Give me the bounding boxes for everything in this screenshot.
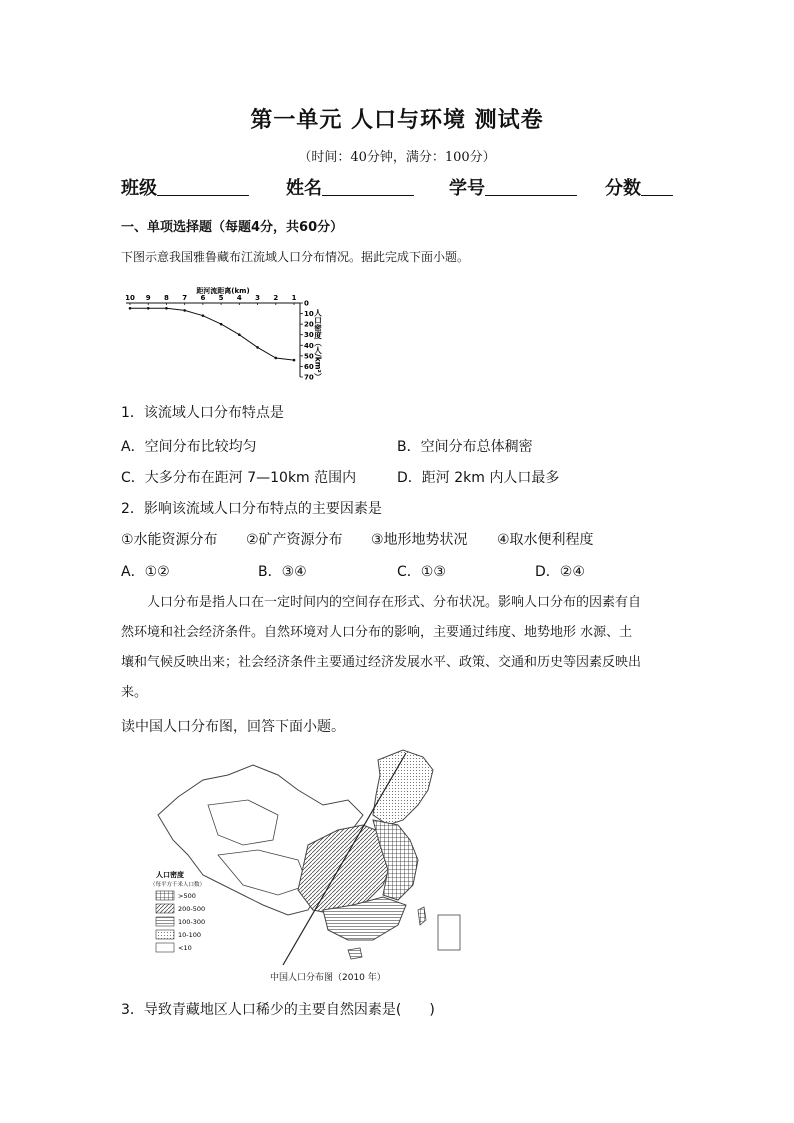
passage-line-1: 人口分布是指人口在一定时间内的空间存在形式、分布状况。影响人口分布的因素有自 — [147, 595, 642, 610]
student-id-field[interactable] — [449, 174, 577, 200]
score-field[interactable] — [605, 174, 673, 200]
legend-label-1: >500 — [178, 892, 196, 900]
x-tick-label: 9 — [145, 294, 151, 302]
x-axis-title: 距河流距离(km) — [196, 287, 250, 295]
reading-passage — [121, 588, 677, 708]
section-heading: 一、单项选择题（每题4分，共60分） — [121, 220, 344, 235]
student-info-row — [121, 174, 681, 204]
map-region-taiwan — [418, 907, 426, 925]
map-caption: 中国人口分布图（2010 年） — [270, 973, 386, 983]
data-point — [165, 307, 168, 310]
exam-subtitle: （时间：40分钟，满分：100分） — [298, 150, 496, 165]
x-tick-label: 2 — [273, 294, 279, 302]
y-tick-label: 70 — [304, 373, 314, 382]
x-tick-label: 8 — [164, 294, 169, 302]
x-tick-label: 4 — [236, 294, 242, 302]
q2-factor-1: ①水能资源分布 — [121, 532, 218, 548]
density-line — [130, 308, 294, 360]
name-label: 姓名 — [286, 178, 322, 199]
legend-label-4: 10-100 — [178, 931, 202, 939]
x-tick-label: 10 — [125, 294, 135, 302]
score-label: 分数 — [605, 178, 641, 199]
q1-option-d[interactable]: D．距河 2km 内人口最多 — [397, 470, 560, 486]
data-point — [147, 307, 150, 310]
legend-label-3: 100-300 — [178, 918, 206, 926]
legend-swatch-2 — [156, 904, 174, 913]
population-density-chart — [118, 283, 328, 385]
y-tick-label: 50 — [304, 352, 314, 361]
legend-swatch-3 — [156, 917, 174, 926]
data-point — [129, 307, 132, 310]
name-blank[interactable] — [322, 175, 414, 196]
q2-factor-3: ③地形地势状况 — [371, 532, 468, 548]
student-id-label: 学号 — [449, 178, 485, 199]
passage-line-2: 然环境和社会经济条件。自然环境对人口分布的影响，主要通过纬度、地势地形 水源、土 — [121, 625, 633, 640]
legend-swatch-5 — [156, 943, 174, 952]
data-point — [183, 309, 186, 312]
q1-stem: 1．该流域人口分布特点是 — [121, 405, 284, 421]
q1-option-a[interactable]: A．空间分布比较均匀 — [121, 439, 257, 455]
q2-factor-4: ④取水便利程度 — [497, 532, 594, 548]
data-point — [274, 357, 277, 360]
y-tick-label: 20 — [304, 320, 314, 329]
legend-title: 人口密度 — [156, 871, 184, 879]
class-blank[interactable] — [157, 175, 249, 196]
student-id-blank[interactable] — [485, 175, 577, 196]
figure1-intro: 下图示意我国雅鲁藏布江流域人口分布情况。据此完成下面小题。 — [121, 250, 470, 264]
map-region-hainan — [348, 948, 362, 959]
q2-option-a[interactable]: A．①② — [121, 564, 170, 580]
passage-line-4: 来。 — [121, 685, 148, 700]
legend-unit: （每平方千米人口数） — [150, 882, 206, 888]
q1-option-c[interactable]: C．大多分布在距河 7—10km 范围内 — [121, 470, 357, 486]
x-tick-label: 1 — [291, 294, 297, 302]
y-tick-label: 40 — [304, 341, 314, 350]
china-population-map — [148, 745, 466, 970]
y-axis-title: 人口密度（人/km²） — [313, 309, 323, 381]
data-point — [256, 346, 259, 349]
class-label: 班级 — [121, 178, 157, 199]
data-point — [238, 333, 241, 336]
legend-swatch-4 — [156, 930, 174, 939]
class-field[interactable] — [121, 174, 249, 200]
legend-label-5: <10 — [178, 944, 192, 952]
map-region-northeast — [373, 750, 433, 825]
legend-swatch-1 — [156, 891, 174, 900]
legend-label-2: 200-500 — [178, 905, 206, 913]
q2-option-c[interactable]: C．①③ — [397, 564, 446, 580]
y-tick-label: 30 — [304, 331, 314, 340]
map-instruction: 读中国人口分布图，回答下面小题。 — [121, 719, 345, 735]
x-tick-label: 5 — [218, 294, 224, 302]
passage-line-3: 壤和气候反映出来；社会经济条件主要通过经济发展水平、政策、交通和历史等因素反映出 — [121, 655, 642, 670]
data-point — [220, 323, 223, 326]
q2-option-d[interactable]: D．②④ — [535, 564, 585, 580]
name-field[interactable] — [286, 174, 414, 200]
score-blank[interactable] — [641, 175, 673, 196]
q2-factor-2: ②矿产资源分布 — [246, 532, 343, 548]
y-tick-label: 10 — [304, 310, 314, 319]
q2-option-b[interactable]: B．③④ — [258, 564, 307, 580]
y-tick-label: 60 — [304, 362, 314, 371]
page-title: 第一单元 人口与环境 测试卷 — [250, 108, 544, 133]
south-china-sea-inset — [438, 915, 460, 950]
q3-stem: 3．导致青藏地区人口稀少的主要自然因素是( ) — [121, 1002, 435, 1018]
x-tick-label: 7 — [182, 294, 188, 302]
x-tick-label: 3 — [255, 294, 260, 302]
data-point — [202, 314, 205, 317]
q2-stem: 2．影响该流域人口分布特点的主要因素是 — [121, 501, 382, 517]
y-tick-label: 0 — [304, 299, 309, 308]
data-point — [293, 359, 296, 362]
q1-option-b[interactable]: B．空间分布总体稠密 — [397, 439, 533, 455]
x-tick-label: 6 — [200, 294, 206, 302]
